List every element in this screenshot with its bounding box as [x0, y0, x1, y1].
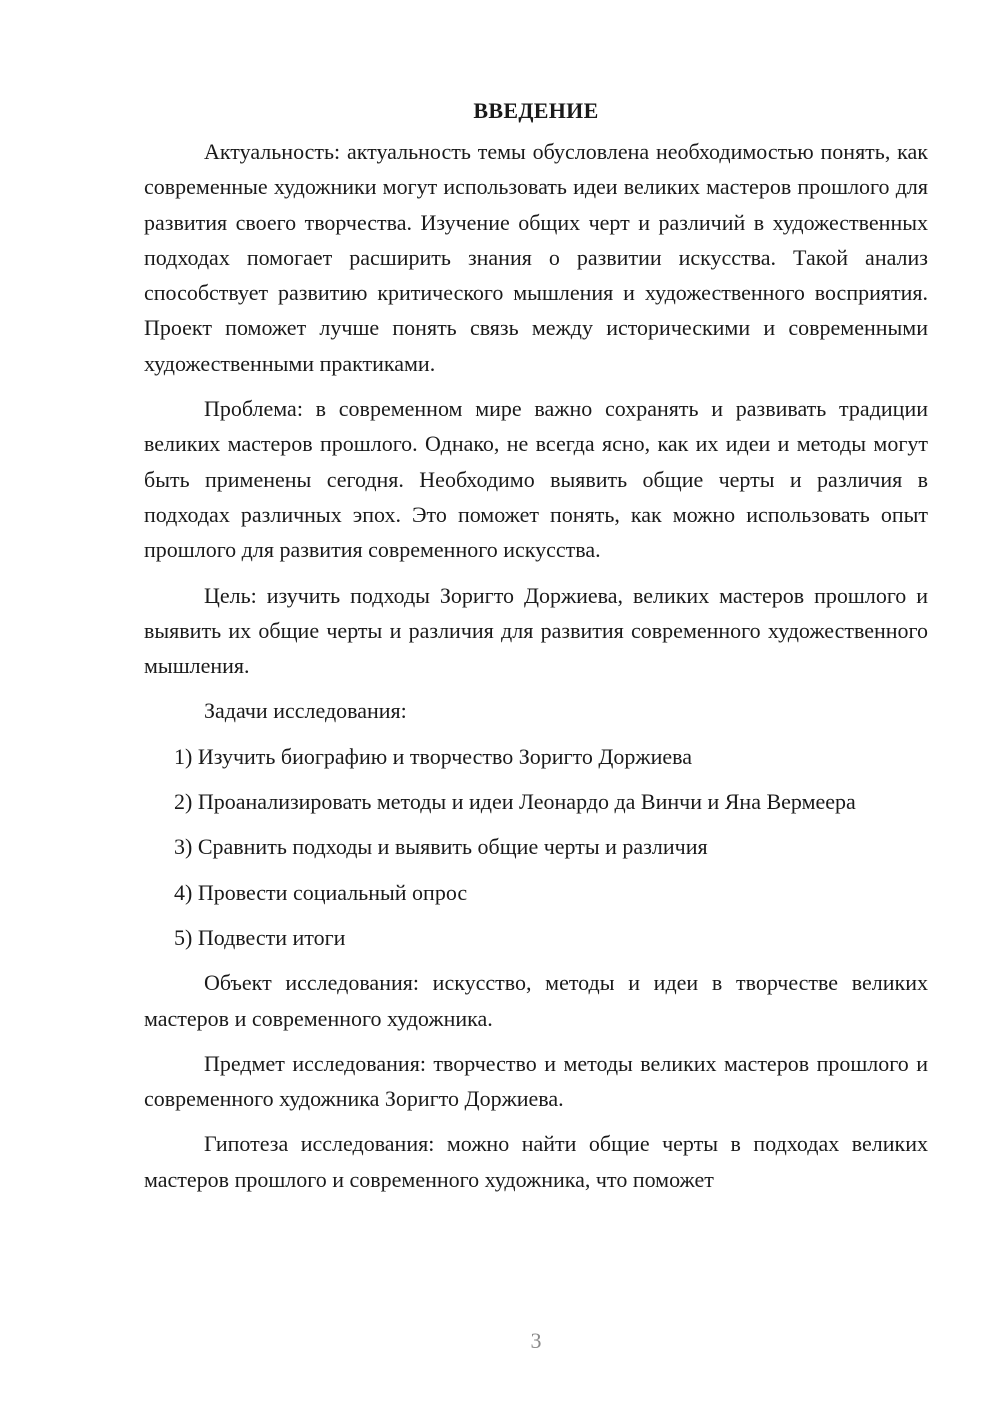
page-title: ВВЕДЕНИЕ: [473, 98, 599, 123]
task-item-1: 1) Изучить биографию и творчество Зоригто Доржиева: [174, 743, 692, 769]
problem-paragraph: Проблема: в современном мире важно сохранять и развивать традиции великих мастеров прошлого. Однако, не всегда ясно, как их идеи и методы могут быть применены сегодня. Необходимо выявить общие черты и различия в подходах различных эпох. Это поможет понять, как можно использовать опыт прошлого для развития современного искусства.: [144, 396, 928, 563]
hypothesis-paragraph: Гипотеза исследования: можно найти общие черты в подходах великих мастеров прошлого и современного художника, что поможет: [144, 1131, 928, 1192]
page-number: 3: [530, 1328, 542, 1353]
task-item-5: 5) Подвести итоги: [174, 924, 346, 950]
page-content: [144, 96, 928, 1207]
goal-paragraph: Цель: изучить подходы Зоригто Доржиева, великих мастеров прошлого и выявить их общие черты и различия для развития современного художественного мышления.: [144, 582, 928, 679]
relevance-paragraph: Актуальность: актуальность темы обусловлена необходимостью понять, как современные художники могут использовать идеи великих мастеров прошлого для развития своего творчества. Изучение общих черт и различий в художественных подходах помогает расширить знания о развитии искусства. Такой анализ способствует развитию критического мышления и художественного восприятия. Проект поможет лучше понять связь между историческими и современными художественными практиками.: [144, 139, 928, 376]
task-item-2: 2) Проанализировать методы и идеи Леонардо да Винчи и Яна Вермеера: [174, 789, 856, 815]
task-item-4: 4) Провести социальный опрос: [174, 879, 468, 905]
tasks-heading: Задачи исследования:: [204, 698, 407, 724]
object-paragraph: Объект исследования: искусство, методы и идеи в творчестве великих мастеров и современного художника.: [144, 970, 928, 1031]
subject-paragraph: Предмет исследования: творчество и методы великих мастеров прошлого и современного художника Зоригто Доржиева.: [144, 1050, 928, 1112]
task-item-3: 3) Сравнить подходы и выявить общие черты и различия: [174, 834, 708, 860]
